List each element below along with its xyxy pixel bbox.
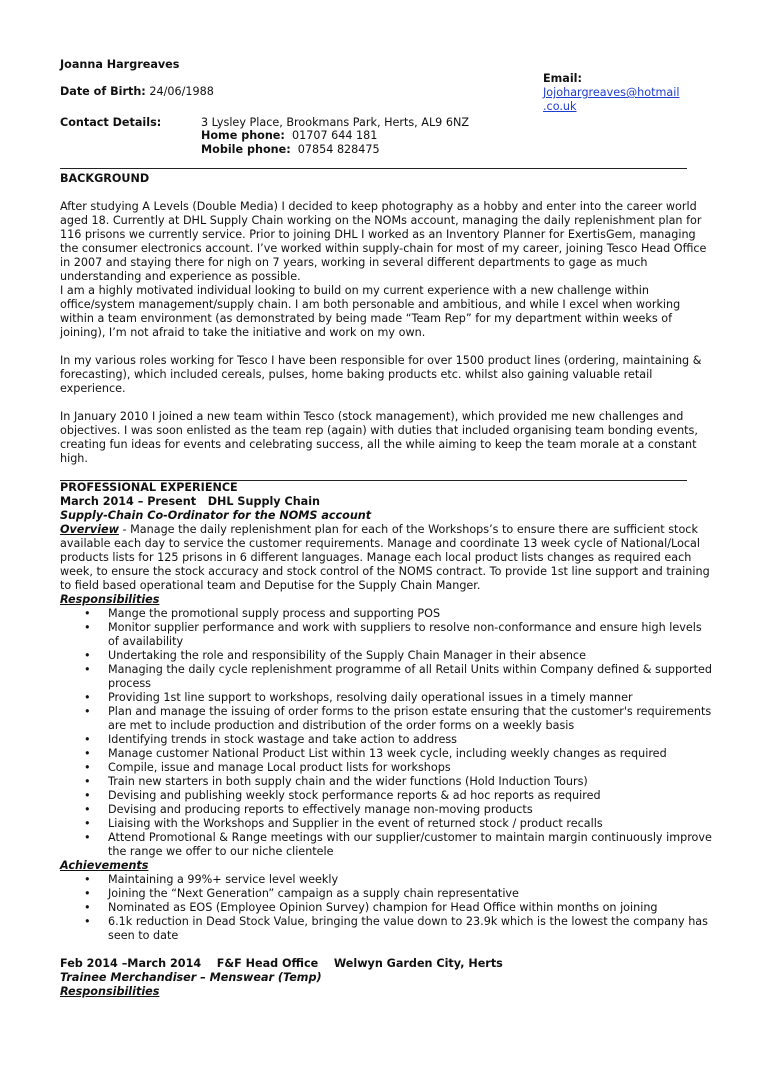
home-phone-label: Home phone: bbox=[201, 129, 285, 142]
overview-label: Overview bbox=[60, 523, 119, 536]
responsibilities-list bbox=[60, 607, 712, 859]
list-item: • Attend Promotional & Range meetings with our supplier/customer to maintain margin continuously improve the range we offer to our niche clientele bbox=[108, 831, 712, 859]
email-link-continued[interactable]: .co.uk bbox=[543, 100, 577, 113]
overview-text: - Manage the daily replenishment plan for each of the Workshops’s to ensure there are sufficient stock available each day to service the customer requirements. Manage and coordinate 13 week cycle of National/Local products lists for 125 prisons in 6 different languages. Manage each local product lists changes as required each week, to ensure the stock accuracy and stock control of the NOMS contract. To provide 1st line support and training to field based operational team and Deputise for the Supply Chain Manger. bbox=[60, 523, 710, 592]
background-heading: BACKGROUND bbox=[60, 172, 150, 185]
background-paragraph-2: I am a highly motivated individual looking to build on my current experience with a new challenge within office/system management/supply chain. I am both personable and ambitious, and while I excel when working within a team environment (as demonstrated by being made “Team Rep” for my department within weeks of joining), I’m not afraid to take the initiative and work on my own. bbox=[60, 284, 681, 339]
home-phone-value: 01707 644 181 bbox=[292, 129, 378, 142]
list-item: • 6.1k reduction in Dead Stock Value, bringing the value down to 23.9k which is the lowest the company has seen to date bbox=[108, 915, 712, 943]
list-item: • Joining the “Next Generation” campaign as a supply chain representative bbox=[108, 887, 712, 901]
list-item: • Train new starters in both supply chain and the wider functions (Hold Induction Tours) bbox=[108, 775, 712, 789]
divider-line-short bbox=[618, 168, 687, 169]
background-paragraph-4: In January 2010 I joined a new team within Tesco (stock management), which provided me new challenges and objectives. I was soon enlisted as the team rep (again) with duties that included organising team bonding events, creating fun ideas for events and celebrating success, all the while aiming to keep the team morale at a constant high. bbox=[60, 410, 698, 465]
list-item: • Devising and publishing weekly stock performance reports & ad hoc reports as required bbox=[108, 789, 712, 803]
home-phone bbox=[201, 129, 377, 142]
experience-heading: PROFESSIONAL EXPERIENCE bbox=[60, 481, 238, 494]
mobile-phone bbox=[201, 143, 380, 156]
responsibilities-label: Responsibilities bbox=[60, 593, 160, 606]
list-item: • Identifying trends in stock wastage and take action to address bbox=[108, 733, 712, 747]
list-item: • Providing 1st line support to workshops, resolving daily operational issues in a timely manner bbox=[108, 691, 712, 705]
email-label: Email: bbox=[543, 72, 582, 85]
dob-value: 24/06/1988 bbox=[149, 85, 214, 98]
list-item: • Devising and producing reports to effectively manage non-moving products bbox=[108, 803, 712, 817]
list-item: • Manage customer National Product List within 13 week cycle, including weekly changes as required bbox=[108, 747, 712, 761]
background-section bbox=[60, 172, 712, 466]
list-item: • Monitor supplier performance and work with suppliers to resolve non-conformance and ensure high levels of availability bbox=[108, 621, 712, 649]
background-paragraph-1: After studying A Levels (Double Media) I decided to keep photography as a hobby and enter into the career world aged 18. Currently at DHL Supply Chain working on the NOMs account, managing the daily replenishment plan for 116 prisons we currently service. Prior to joining DHL I worked as an Inventory Planner for ExertisGem, managing the consumer electronics account. I’ve worked within supply-chain for most of my career, joining Tesco Head Office in 2007 and staying there for nigh on 7 years, working in several different departments to gage as much understanding and experience as possible. bbox=[60, 200, 707, 283]
contact-label: Contact Details: bbox=[60, 116, 162, 129]
job-1-dates-company: March 2014 – Present DHL Supply Chain bbox=[60, 495, 321, 508]
background-paragraph-3: In my various roles working for Tesco I have been responsible for over 1500 product lines (ordering, maintaining & forecasting), which included cereals, pulses, home baking products etc. whilst also gaining valuable retail experience. bbox=[60, 354, 702, 395]
mobile-phone-label: Mobile phone: bbox=[201, 143, 291, 156]
divider-line bbox=[60, 168, 687, 169]
job-1-title: Supply-Chain Co-Ordinator for the NOMS account bbox=[60, 509, 372, 522]
list-item: • Nominated as EOS (Employee Opinion Survey) champion for Head Office within months on joining bbox=[108, 901, 712, 915]
dob-label: Date of Birth: bbox=[60, 85, 146, 98]
achievements-label: Achievements bbox=[60, 859, 149, 872]
achievements-list bbox=[60, 873, 712, 943]
job-2-title: Trainee Merchandiser – Menswear (Temp) bbox=[60, 971, 322, 984]
job-2-responsibilities-label: Responsibilities bbox=[60, 985, 160, 998]
address: 3 Lysley Place, Brookmans Park, Herts, AL9 6NZ bbox=[201, 116, 470, 129]
date-of-birth bbox=[60, 85, 214, 98]
list-item: • Compile, issue and manage Local product lists for workshops bbox=[108, 761, 712, 775]
list-item: • Undertaking the role and responsibility of the Supply Chain Manager in their absence bbox=[108, 649, 712, 663]
candidate-name: Joanna Hargreaves bbox=[60, 58, 180, 71]
list-item: • Liaising with the Workshops and Supplier in the event of returned stock / product recalls bbox=[108, 817, 712, 831]
list-item: • Plan and manage the issuing of order forms to the prison estate ensuring that the customer's requirements are met to include production and distribution of the order forms on a weekly basis bbox=[108, 705, 712, 733]
experience-section bbox=[60, 481, 712, 999]
job-1-overview bbox=[60, 523, 712, 593]
list-item: • Mange the promotional supply process and supporting POS bbox=[108, 607, 712, 621]
list-item: • Maintaining a 99%+ service level weekly bbox=[108, 873, 712, 887]
mobile-phone-value: 07854 828475 bbox=[297, 143, 380, 156]
list-item: • Managing the daily cycle replenishment programme of all Retail Units within Company defined & supported process bbox=[108, 663, 712, 691]
email-link[interactable]: Jojohargreaves@hotmail bbox=[543, 86, 680, 99]
job-2-dates-company: Feb 2014 –March 2014 F&F Head Office Welwyn Garden City, Herts bbox=[60, 957, 503, 970]
